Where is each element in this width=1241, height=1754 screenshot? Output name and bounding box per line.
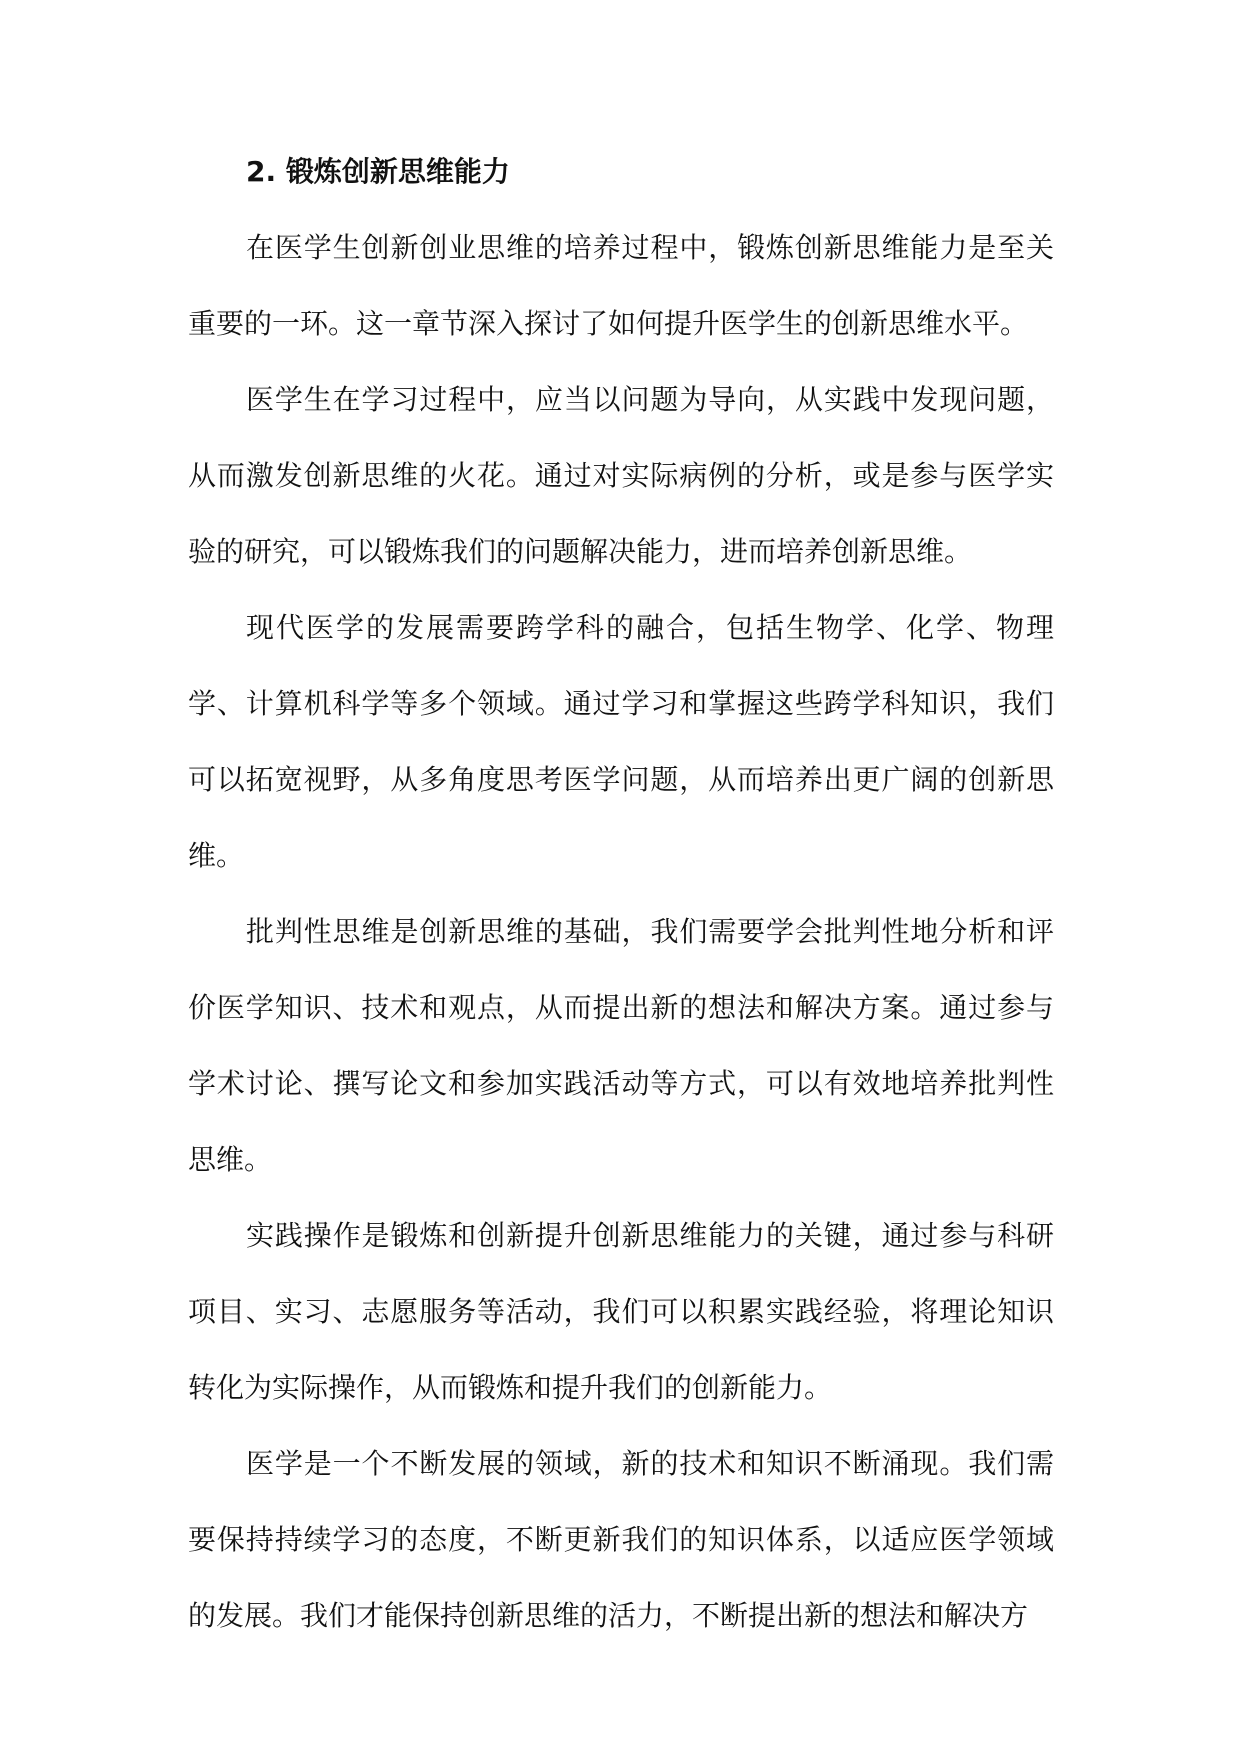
paragraph-continuous-learning: 医学是一个不断发展的领域，新的技术和知识不断涌现。我们需要保持持续学习的态度，不断更新我们的知识体系，以适应医学领域的发展。我们才能保持创新思维的活力，不断提出新的想法和解决方	[188, 1447, 1054, 1632]
paragraph-intro: 在医学生创新创业思维的培养过程中，锻炼创新思维能力是至关重要的一环。这一章节深入探讨了如何提升医学生的创新思维水平。	[188, 231, 1054, 340]
paragraph-problem-oriented: 医学生在学习过程中，应当以问题为导向，从实践中发现问题，从而激发创新思维的火花。通过对实际病例的分析，或是参与医学实验的研究，可以锻炼我们的问题解决能力，进而培养创新思维。	[188, 383, 1054, 568]
paragraph-practice: 实践操作是锻炼和创新提升创新思维能力的关键，通过参与科研项目、实习、志愿服务等活动，我们可以积累实践经验，将理论知识转化为实际操作，从而锻炼和提升我们的创新能力。	[188, 1219, 1054, 1404]
section-heading: 2. 锻炼创新思维能力	[246, 155, 510, 188]
paragraph-critical-thinking: 批判性思维是创新思维的基础，我们需要学会批判性地分析和评价医学知识、技术和观点，从而提出新的想法和解决方案。通过参与学术讨论、撰写论文和参加实践活动等方式，可以有效地培养批判性思维。	[188, 915, 1054, 1176]
paragraph-interdisciplinary: 现代医学的发展需要跨学科的融合，包括生物学、化学、物理学、计算机科学等多个领域。通过学习和掌握这些跨学科知识，我们可以拓宽视野，从多角度思考医学问题，从而培养出更广阔的创新思维。	[188, 611, 1054, 872]
document-body	[188, 134, 1054, 1654]
